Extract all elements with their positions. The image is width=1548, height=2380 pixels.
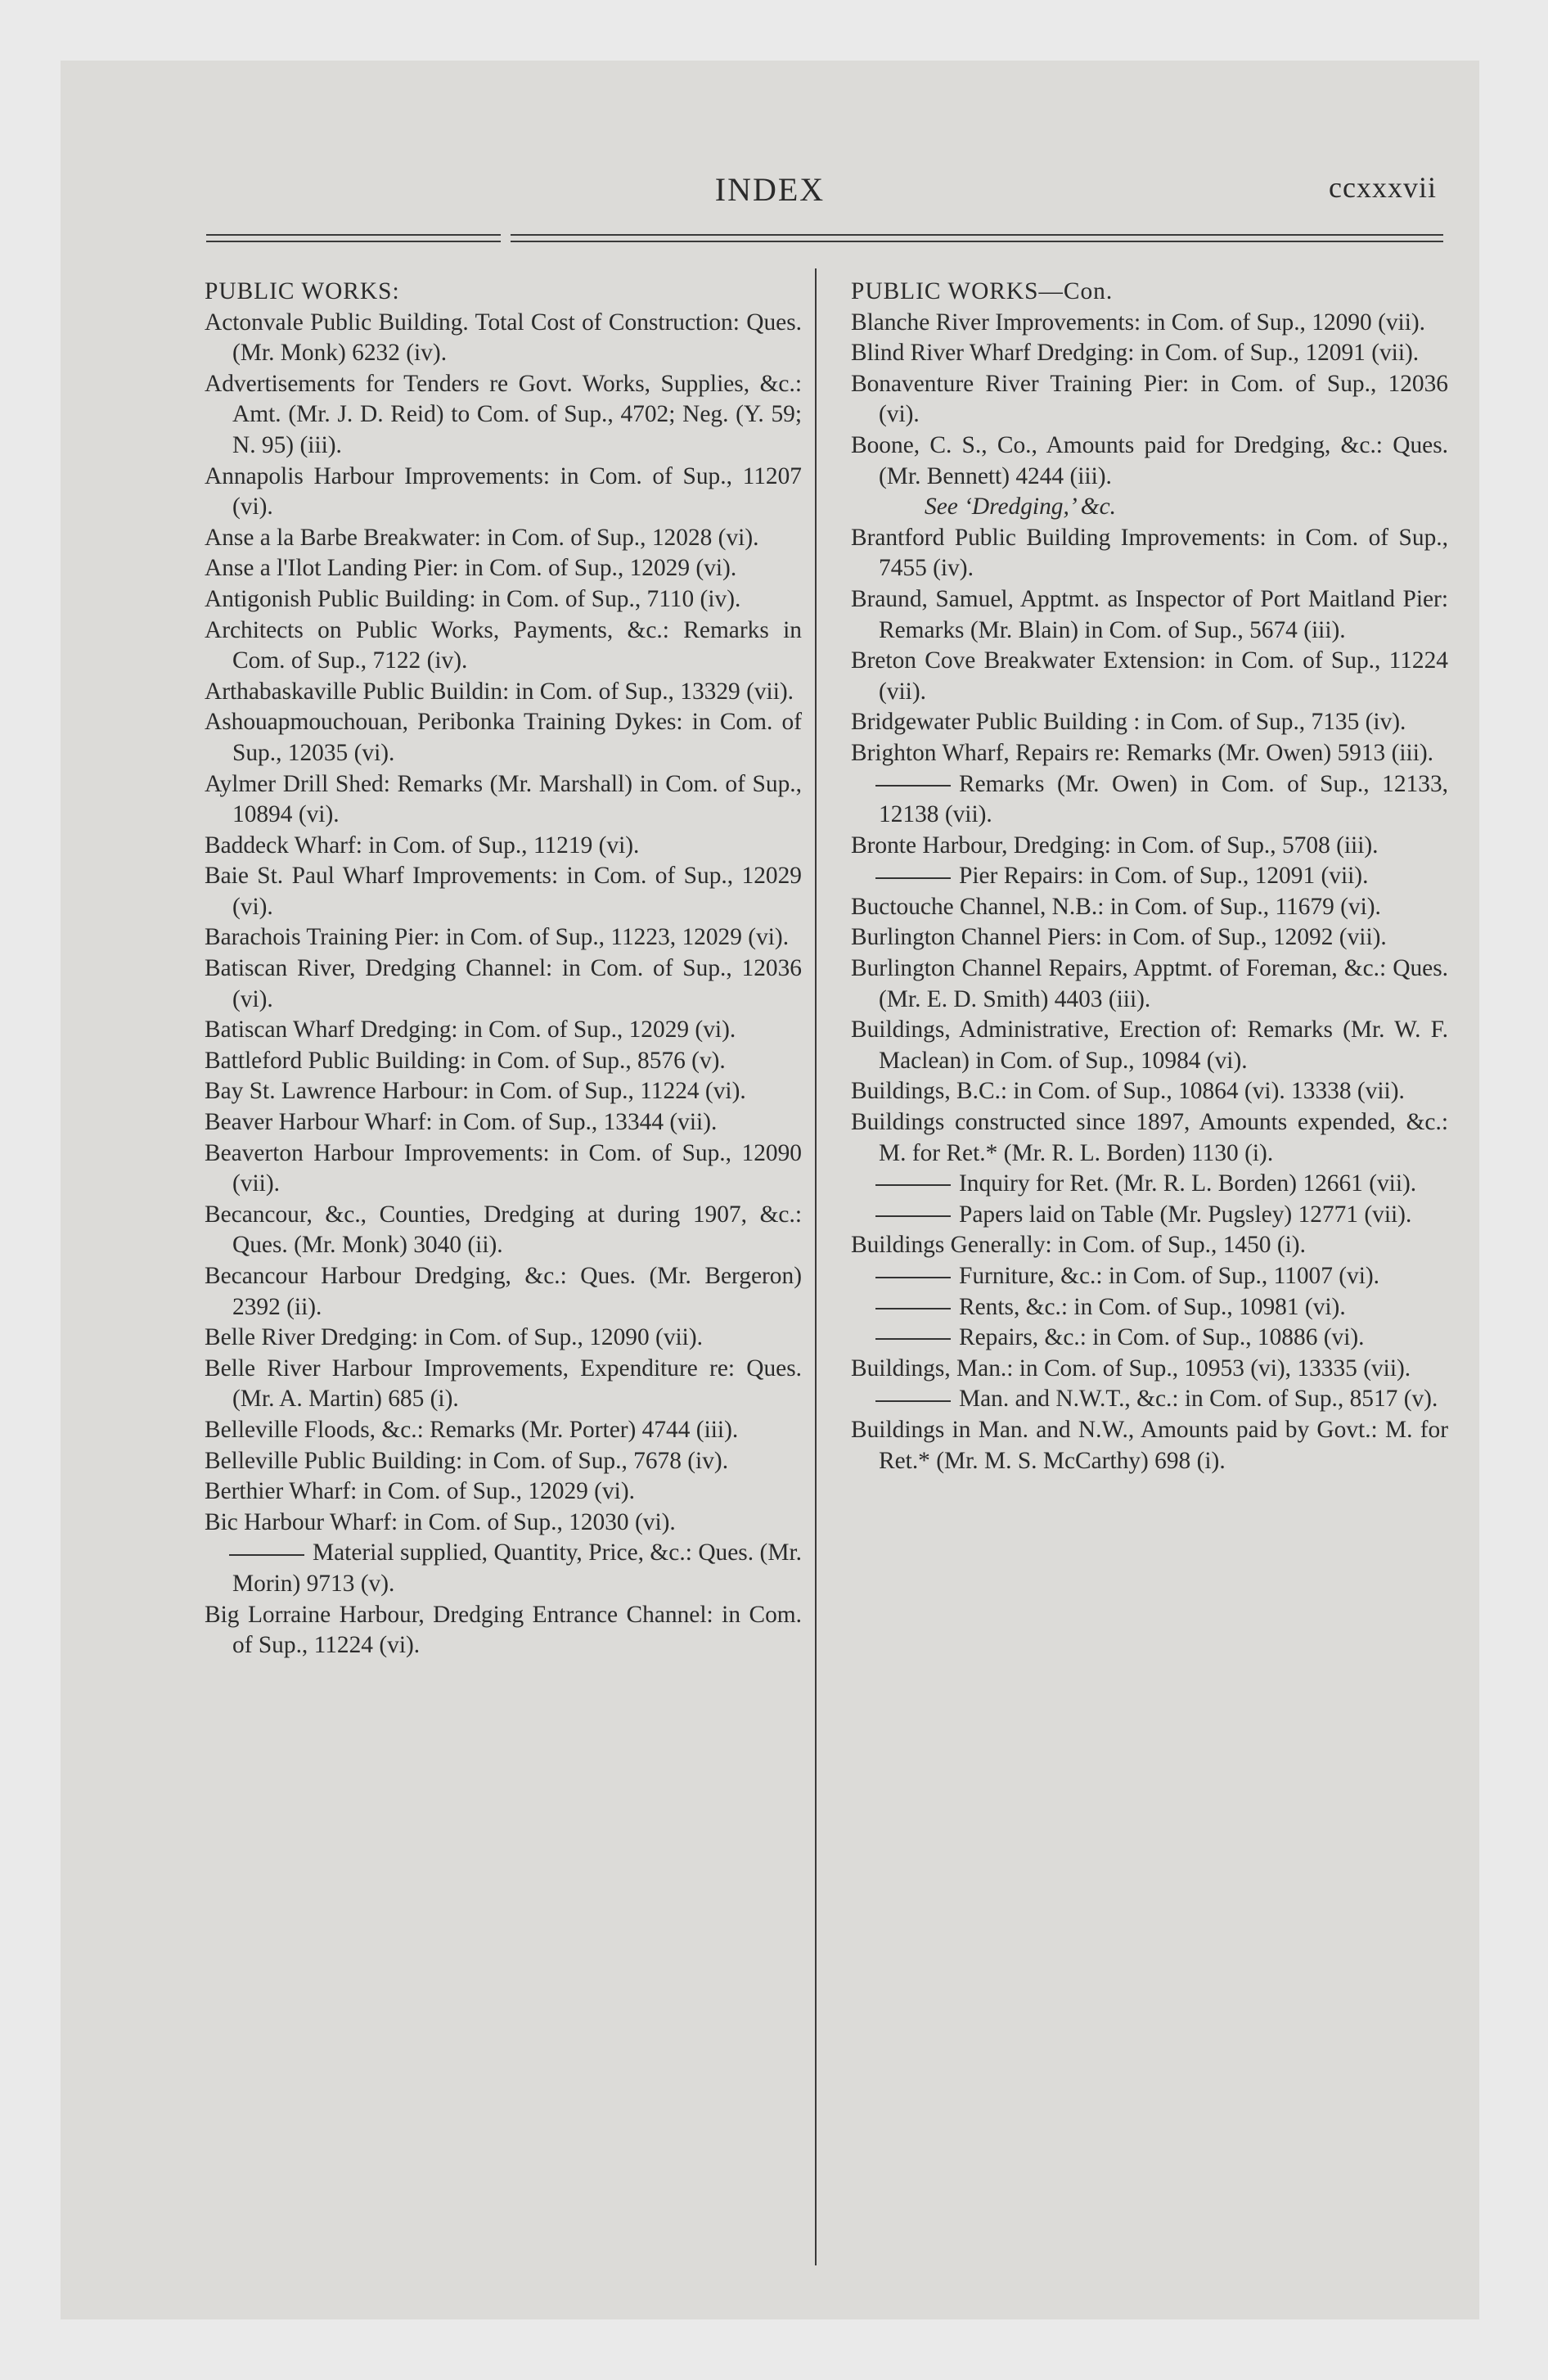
cross-reference-text: See ‘Dredging,’ &c. — [925, 494, 1116, 521]
index-entry: Barachois Training Pier: in Com. of Sup., 11223, 12029 (vi). — [205, 924, 790, 951]
index-entry: Architects on Public Works, Payments, &c.: Remarks in Com. of Sup., 7122 (iv). — [205, 616, 802, 674]
page-number: ccxxxvii — [1329, 171, 1437, 204]
index-entry: Baie St. Paul Wharf Improvements: in Com. of Sup., 12029 (vi). — [205, 863, 802, 920]
index-entry: Anse a la Barbe Breakwater: in Com. of Sup., 12028 (vi). — [205, 524, 759, 551]
index-entry: Baddeck Wharf: in Com. of Sup., 11219 (vi). — [205, 832, 640, 859]
subentry-text: Remarks (Mr. Owen) in Com. of Sup., 12133, 12138 (vii). — [879, 770, 1448, 828]
index-entry: Becancour, &c., Counties, Dredging at during 1907, &c.: Ques. (Mr. Monk) 3040 (ii). — [205, 1201, 802, 1259]
index-subentry — [851, 861, 1448, 892]
subentry-text: Papers laid on Table (Mr. Pugsley) 12771 (vii). — [959, 1201, 1412, 1228]
index-entry: Buctouche Channel, N.B.: in Com. of Sup., 11679 (vi). — [851, 893, 1381, 920]
index-entry: Brantford Public Building Improvements: in Com. of Sup., 7455 (iv). — [851, 524, 1448, 582]
index-subentry — [851, 1200, 1448, 1231]
subentry-text: Inquiry for Ret. (Mr. R. L. Borden) 12661 (vii). — [959, 1170, 1417, 1197]
ditto-dash — [875, 785, 951, 787]
index-subentry — [851, 769, 1448, 831]
index-subentry — [851, 1384, 1448, 1415]
index-entry: Belle River Dredging: in Com. of Sup., 12090 (vii). — [205, 1324, 703, 1351]
ditto-dash — [875, 1184, 951, 1186]
ditto-dash — [875, 1215, 951, 1217]
index-entry: Buildings Generally: in Com. of Sup., 1450 (i). — [851, 1232, 1306, 1259]
index-entry: Braund, Samuel, Apptmt. as Inspector of Port Maitland Pier: Remarks (Mr. Blain) in Com. of Sup., 5674 (iii). — [851, 585, 1448, 643]
index-entry: Batiscan River, Dredging Channel: in Com. of Sup., 12036 (vi). — [205, 955, 802, 1012]
subentry-text: Rents, &c.: in Com. of Sup., 10981 (vi). — [959, 1293, 1346, 1320]
ditto-dash — [875, 1400, 951, 1402]
index-subentry — [851, 1169, 1448, 1200]
index-entry: Belleville Public Building: in Com. of Sup., 7678 (iv). — [205, 1447, 729, 1474]
index-entry: Beaverton Harbour Improvements: in Com. of Sup., 12090 (vii). — [205, 1139, 802, 1197]
index-entry: Big Lorraine Harbour, Dredging Entrance Channel: in Com. of Sup., 11224 (vi). — [205, 1601, 802, 1659]
subentry-text: Furniture, &c.: in Com. of Sup., 11007 (vi). — [959, 1263, 1380, 1289]
index-entry: Buildings, B.C.: in Com. of Sup., 10864 (vi). 13338 (vii). — [851, 1078, 1405, 1105]
index-entry: Actonvale Public Building. Total Cost of Construction: Ques. (Mr. Monk) 6232 (iv). — [205, 309, 802, 367]
subentry-text: Man. and N.W.T., &c.: in Com. of Sup., 8517 (v). — [959, 1386, 1438, 1413]
index-entry: Bic Harbour Wharf: in Com. of Sup., 12030 (vi). — [205, 1508, 676, 1535]
ditto-dash — [875, 1277, 951, 1278]
index-entry: Burlington Channel Piers: in Com. of Sup., 12092 (vii). — [851, 924, 1387, 951]
index-entry: Annapolis Harbour Improvements: in Com. of Sup., 11207 (vi). — [205, 462, 802, 521]
index-entry: Advertisements for Tenders re Govt. Works, Supplies, &c.: Amt. (Mr. J. D. Reid) to Com. of Sup., 4702; Neg. (Y. 59; N. 95) (iii). — [205, 370, 802, 458]
document-page — [61, 61, 1479, 2319]
index-entry: Anse a l'Ilot Landing Pier: in Com. of Sup., 12029 (vi). — [205, 555, 737, 582]
index-entry: Bay St. Lawrence Harbour: in Com. of Sup., 11224 (vi). — [205, 1078, 746, 1105]
index-entry: Buildings constructed since 1897, Amounts expended, &c.: M. for Ret.* (Mr. R. L. Borden) 1130 (i). — [851, 1109, 1448, 1166]
index-entry: Blanche River Improvements: in Com. of Sup., 12090 (vii). — [851, 309, 1426, 336]
running-head: INDEX — [714, 171, 826, 208]
index-entry: Antigonish Public Building: in Com. of Sup., 7110 (iv). — [205, 585, 741, 612]
index-entry: Boone, C. S., Co., Amounts paid for Dredging, &c.: Ques. (Mr. Bennett) 4244 (iii). — [851, 431, 1448, 489]
index-subentry — [851, 1323, 1448, 1354]
index-entry: Burlington Channel Repairs, Apptmt. of Foreman, &c.: Ques. (Mr. E. D. Smith) 4403 (iii). — [851, 955, 1448, 1012]
subentry-text: Material supplied, Quantity, Price, &c.: Ques. (Mr. Morin) 9713 (v). — [232, 1539, 802, 1597]
index-entry: Bridgewater Public Building : in Com. of Sup., 7135 (iv). — [851, 709, 1406, 736]
index-entry: Buildings, Man.: in Com. of Sup., 10953 (vi), 13335 (vii). — [851, 1355, 1411, 1382]
right-column — [851, 277, 1448, 1476]
left-column — [205, 277, 802, 1661]
index-subentry — [851, 1261, 1448, 1292]
ditto-dash — [875, 877, 951, 879]
index-entry: Berthier Wharf: in Com. of Sup., 12029 (vi). — [205, 1478, 635, 1505]
index-entry: Belleville Floods, &c.: Remarks (Mr. Porter) 4744 (iii). — [205, 1416, 739, 1443]
index-entry: Blind River Wharf Dredging: in Com. of Sup., 12091 (vii). — [851, 340, 1420, 367]
index-entry: Brighton Wharf, Repairs re: Remarks (Mr. Owen) 5913 (iii). — [851, 739, 1434, 766]
ditto-dash — [875, 1338, 951, 1340]
index-entry: Ashouapmouchouan, Peribonka Training Dykes: in Com. of Sup., 12035 (vi). — [205, 709, 802, 766]
index-entry: Aylmer Drill Shed: Remarks (Mr. Marshall) in Com. of Sup., 10894 (vi). — [205, 770, 802, 828]
index-entry: Bronte Harbour, Dredging: in Com. of Sup., 5708 (iii). — [851, 832, 1379, 859]
column-divider — [815, 268, 817, 2265]
index-subentry — [851, 1292, 1448, 1323]
index-entry: Arthabaskaville Public Buildin: in Com. of Sup., 13329 (vii). — [205, 678, 794, 705]
index-entry: Belle River Harbour Improvements, Expenditure re: Ques. (Mr. A. Martin) 685 (i). — [205, 1355, 802, 1413]
subentry-text: Repairs, &c.: in Com. of Sup., 10886 (vi). — [959, 1324, 1365, 1351]
ditto-dash — [229, 1554, 304, 1556]
ditto-dash — [875, 1308, 951, 1309]
cross-reference — [851, 492, 1448, 523]
index-entry: Battleford Public Building: in Com. of Sup., 8576 (v). — [205, 1047, 726, 1074]
index-entry: Buildings, Administrative, Erection of: Remarks (Mr. W. F. Maclean) in Com. of Sup., 10984 (vi). — [851, 1016, 1448, 1074]
header-rule — [206, 234, 1443, 246]
index-subentry — [205, 1538, 802, 1599]
index-entry: Bonaventure River Training Pier: in Com. of Sup., 12036 (vi). — [851, 370, 1448, 428]
section-heading: PUBLIC WORKS: — [205, 278, 400, 304]
page-background — [61, 61, 1479, 2319]
index-entry: Becancour Harbour Dredging, &c.: Ques. (Mr. Bergeron) 2392 (ii). — [205, 1263, 802, 1320]
index-entry: Beaver Harbour Wharf: in Com. of Sup., 13344 (vii). — [205, 1109, 718, 1136]
index-entry: Buildings in Man. and N.W., Amounts paid by Govt.: M. for Ret.* (Mr. M. S. McCarthy) 698 (i). — [851, 1416, 1448, 1474]
index-entry: Breton Cove Breakwater Extension: in Com. of Sup., 11224 (vii). — [851, 647, 1448, 705]
index-entry: Batiscan Wharf Dredging: in Com. of Sup., 12029 (vi). — [205, 1016, 736, 1044]
section-heading: PUBLIC WORKS—Con. — [851, 278, 1114, 304]
subentry-text: Pier Repairs: in Com. of Sup., 12091 (vii). — [959, 863, 1369, 890]
